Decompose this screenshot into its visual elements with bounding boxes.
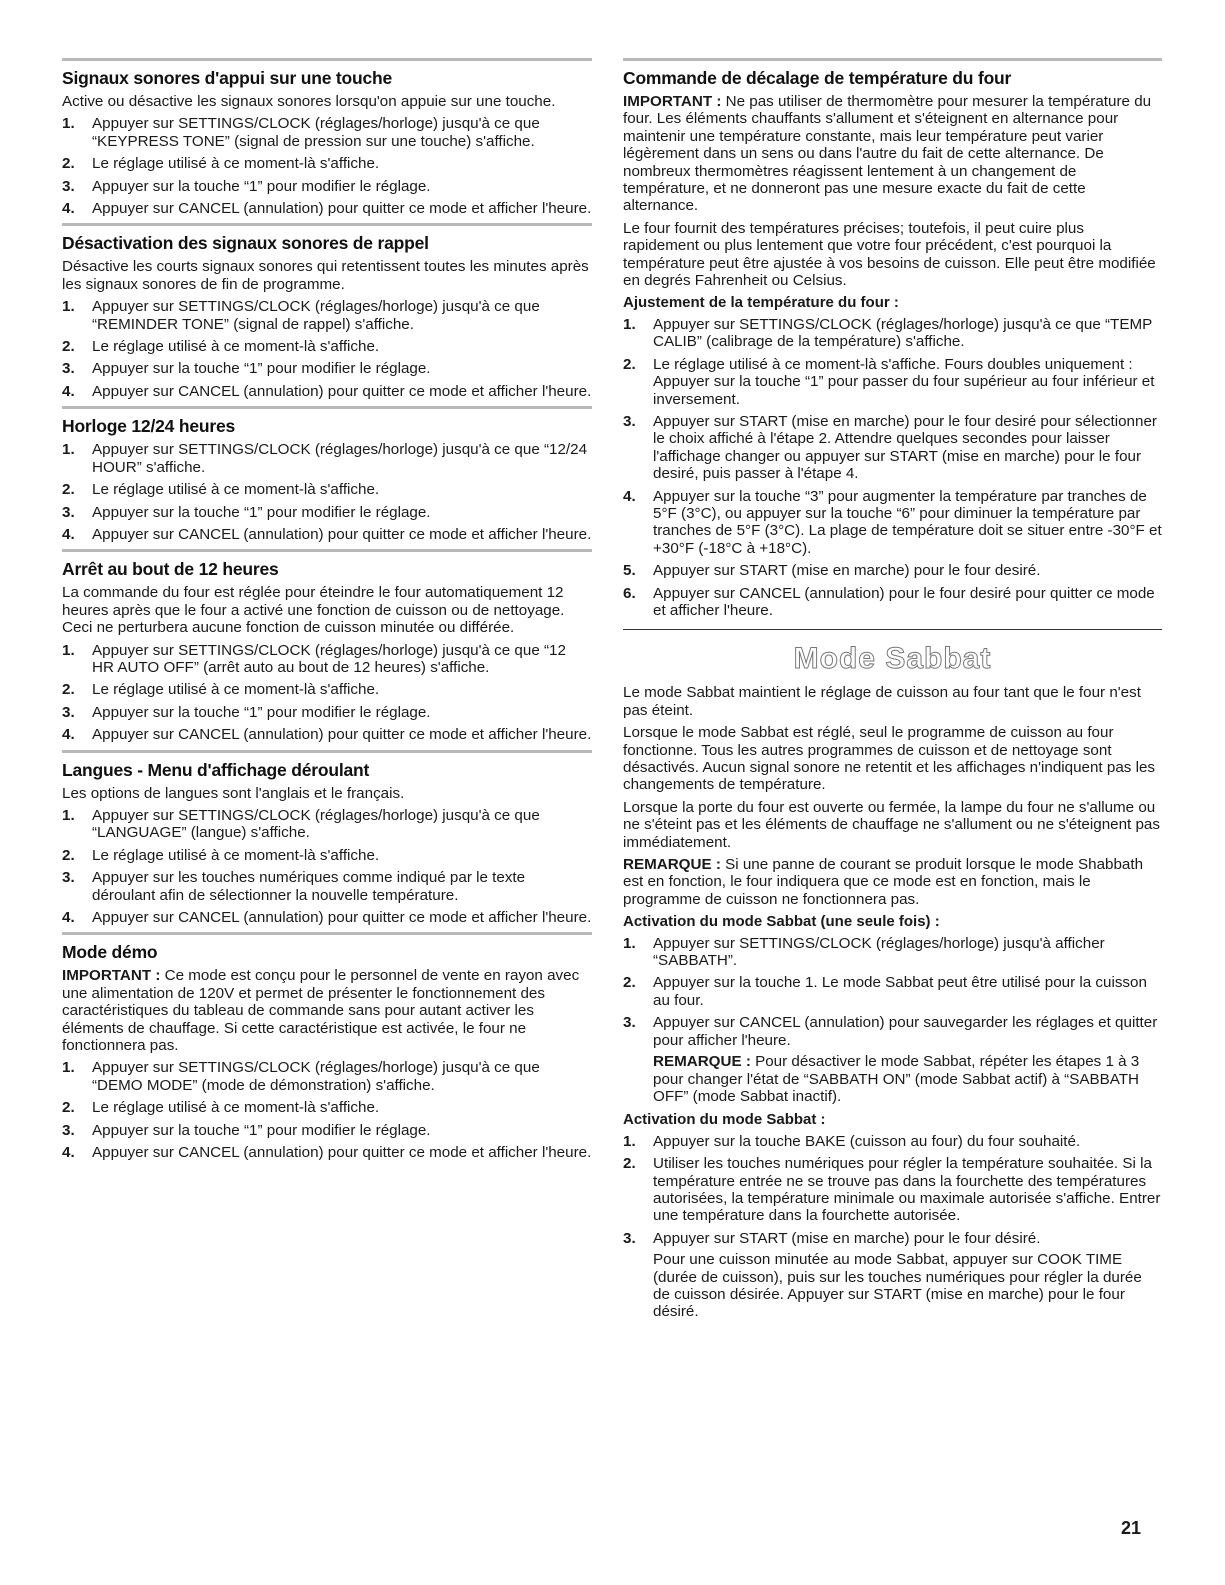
step-item — [623, 488, 1162, 558]
step-text: Le réglage utilisé à ce moment-là s'affiche. Fours doubles uniquement : Appuyer sur la touche “1” pour passer du four supérieur au four inférieur et inversement. — [653, 355, 1155, 408]
step-text: Appuyer sur SETTINGS/CLOCK (réglages/horloge) jusqu'à ce que “LANGUAGE” (langue) s'affiche. — [92, 806, 540, 842]
step-text: Appuyer sur CANCEL (annulation) pour quitter ce mode et afficher l'heure. — [92, 726, 592, 744]
step-number: 2. — [62, 155, 75, 173]
step-text: Appuyer sur START (mise en marche) pour le four désiré. — [653, 1229, 1041, 1247]
step-item — [62, 504, 592, 521]
section-intro: La commande du four est réglée pour éteindre le four automatiquement 12 heures après que le four a activé une fonction de cuisson ou de nettoyage. Ceci ne perturbera aucune fonction de cuisson minutée ou différée. — [62, 584, 565, 637]
step-number: 2. — [62, 846, 75, 864]
section-paragraph: Le mode Sabbat maintient le réglage de cuisson au four tant que le four n'est pas éteint. — [623, 684, 1141, 719]
step-item — [62, 481, 592, 498]
step-number: 3. — [623, 1014, 636, 1032]
note-label: REMARQUE : — [653, 1053, 751, 1071]
section-title: Signaux sonores d'appui sur une touche — [62, 68, 393, 88]
section-12-24-clock — [62, 406, 592, 543]
section-paragraph: Le four fournit des températures précises; toutefois, il peut cuire plus rapidement ou plus lentement que votre four précédent, c'est pourquoi la température peut être ajustée à vos besoins de cuisson. Elle peut être modifiée en degrés Fahrenheit ou Celsius. — [623, 219, 1156, 290]
step-number: 1. — [623, 1132, 636, 1150]
step-number: 2. — [62, 481, 75, 499]
step-number: 2. — [62, 681, 75, 699]
steps-list — [62, 115, 592, 217]
step-number: 4. — [623, 487, 636, 505]
step-text: Appuyer sur CANCEL (annulation) pour quitter ce mode et afficher l'heure. — [92, 1144, 592, 1162]
step-text: Appuyer sur SETTINGS/CLOCK (réglages/horloge) jusqu'à ce que “REMINDER TONE” (signal de rappel) s'affiche. — [92, 298, 540, 333]
section-demo-mode — [62, 932, 592, 1161]
step-text: Appuyer sur la touche 1. Le mode Sabbat peut être utilisé pour la cuisson au four. — [653, 974, 1147, 1009]
step-item — [623, 1155, 1162, 1225]
step-text: Appuyer sur les touches numériques comme indiqué par le texte déroulant afin de sélectionner la nouvelle température. — [92, 869, 526, 904]
step-number: 6. — [623, 584, 636, 602]
section-title: Arrêt au bout de 12 heures — [62, 559, 279, 580]
step-item — [62, 642, 592, 677]
steps-list — [62, 1059, 592, 1161]
subheading: Activation du mode Sabbat (une seule fois) : — [623, 913, 940, 931]
steps-list — [62, 441, 592, 543]
left-column — [62, 58, 592, 1167]
step-item — [62, 178, 592, 195]
page-number: 21 — [1121, 1518, 1142, 1538]
step-text: Appuyer sur la touche “1” pour modifier le réglage. — [92, 503, 431, 521]
remarque-label: REMARQUE : — [623, 856, 721, 874]
step-text: Appuyer sur SETTINGS/CLOCK (réglages/horloge) jusqu'à afficher “SABBATH”. — [653, 934, 1105, 970]
step-item — [62, 704, 592, 721]
section-intro: Active ou désactive les signaux sonores lorsqu'on appuie sur une touche. — [62, 93, 556, 110]
steps-list — [62, 807, 592, 926]
step-text: Appuyer sur SETTINGS/CLOCK (réglages/horloge) jusqu'à ce que “TEMP CALIB” (calibrage de la température) s'affiche. — [653, 315, 1152, 351]
step-item — [62, 338, 592, 355]
section-intro: Les options de langues sont l'anglais et le français. — [62, 784, 405, 802]
important-label: IMPORTANT : — [62, 967, 161, 985]
step-item — [62, 909, 592, 926]
section-divider — [62, 932, 592, 935]
step-item — [62, 155, 592, 172]
note-text: Pour désactiver le mode Sabbat, répéter les étapes 1 à 3 pour changer l'état de “SABBATH ON” (mode Sabbat actif) à “SABBATH OFF” (mode Sabbat inactif). — [653, 1053, 1140, 1105]
step-number: 3. — [623, 1229, 636, 1247]
step-number: 2. — [62, 1099, 75, 1117]
step-text: Appuyer sur la touche “3” pour augmenter la température par tranches de 5°F (3°C), ou appuyer sur la touche “6” pour diminuer la température par tranches de 5°F (3°C). La plage de température doit se situer entre -30°F et +30°F (-18°C à +18°C). — [653, 487, 1162, 557]
section-divider — [62, 750, 592, 753]
step-number: 1. — [623, 934, 636, 952]
step-text: Appuyer sur CANCEL (annulation) pour quitter ce mode et afficher l'heure. — [92, 200, 592, 218]
step-number: 1. — [623, 315, 636, 333]
section-title: Désactivation des signaux sonores de rappel — [62, 233, 429, 254]
step-text: Appuyer sur la touche “1” pour modifier le réglage. — [92, 703, 431, 721]
step-item — [623, 1014, 1162, 1105]
step-text: Appuyer sur la touche “1” pour modifier le réglage. — [92, 360, 431, 378]
step-text: Appuyer sur la touche BAKE (cuisson au four) du four souhaité. — [653, 1132, 1081, 1150]
important-text: Ne pas utiliser de thermomètre pour mesurer la température du four. Les éléments chauffants s'allument et s'éteignent en alternance pour maintenir une température constante, mais leur température peut varier légèrement dans un sens ou dans l'autre du fait de cette alternance. De nombreux thermomètres réagissent lentement à un changement de température, et ne donneront pas une mesure exacte du fait de cette alternance. — [623, 93, 1152, 215]
step-number: 3. — [62, 703, 75, 721]
step-item — [62, 681, 592, 698]
step-item — [62, 1059, 592, 1094]
step-number: 3. — [62, 360, 75, 378]
step-item — [62, 200, 592, 217]
step-number: 1. — [62, 641, 75, 659]
step-item — [62, 726, 592, 743]
step-number: 2. — [623, 974, 636, 992]
step-text: Appuyer sur CANCEL (annulation) pour sauvegarder les réglages et quitter pour afficher l'heure. — [653, 1014, 1158, 1049]
step-item — [623, 585, 1162, 620]
step-text: Appuyer sur SETTINGS/CLOCK (réglages/horloge) jusqu'à ce que “KEYPRESS TONE” (signal de pression sur une touche) s'affiche. — [92, 115, 540, 150]
section-sabbath-mode — [623, 629, 1162, 1320]
step-text: Appuyer sur CANCEL (annulation) pour quitter ce mode et afficher l'heure. — [92, 525, 592, 543]
step-number: 5. — [623, 562, 636, 580]
step-text: Appuyer sur la touche “1” pour modifier le réglage. — [92, 177, 431, 195]
step-note — [653, 1053, 1162, 1105]
sabbath-title: Mode Sabbat — [793, 642, 992, 676]
step-text: Le réglage utilisé à ce moment-là s'affiche. — [92, 481, 380, 499]
step-text: Appuyer sur CANCEL (annulation) pour le four desiré pour quitter ce mode et afficher l'heure. — [653, 584, 1155, 619]
section-12hr-auto-off — [62, 549, 592, 743]
section-title: Commande de décalage de température du four — [623, 68, 1012, 88]
step-item — [62, 869, 592, 904]
subheading: Ajustement de la température du four : — [623, 294, 899, 312]
step-text: Appuyer sur START (mise en marche) pour le four desiré pour sélectionner le choix affiché à l'étape 2. Attendre quelques secondes pour laisser l'affichage changer ou appuyer sur START (mise en marche) pour le four desiré, puis passer à l'étape 4. — [653, 412, 1157, 483]
step-number: 1. — [62, 806, 75, 824]
step-item — [623, 316, 1162, 351]
step-item — [62, 115, 592, 150]
step-text: Appuyer sur SETTINGS/CLOCK (réglages/horloge) jusqu'à ce que “12/24 HOUR” s'affiche. — [92, 441, 588, 476]
step-text: Le réglage utilisé à ce moment-là s'affiche. — [92, 846, 380, 864]
section-paragraph: Lorsque le mode Sabbat est réglé, seul le programme de cuisson au four fonctionne. Tous les autres programmes de cuisson et de nettoyage sont désactivés. Aucun signal sonore ne retentit et les affichages n'indiquent pas les changements de température. — [623, 724, 1155, 794]
step-number: 4. — [62, 909, 75, 926]
remarque-text: Si une panne de courant se produit lorsque le mode Shabbath est en fonction, le four indiquera que ce mode est en fonction, mais le programme de cuisson ne fonctionnera pas. — [623, 856, 1144, 908]
step-text: Appuyer sur CANCEL (annulation) pour quitter ce mode et afficher l'heure. — [92, 909, 592, 926]
step-item — [623, 356, 1162, 408]
section-temp-calibration — [623, 58, 1162, 619]
important-paragraph — [62, 967, 592, 1054]
right-column — [623, 58, 1162, 1327]
subheading: Activation du mode Sabbat : — [623, 1111, 826, 1129]
step-number: 1. — [62, 441, 75, 459]
step-item — [623, 1133, 1162, 1150]
step-text: Appuyer sur SETTINGS/CLOCK (réglages/horloge) jusqu'à ce que “12 HR AUTO OFF” (arrêt auto au bout de 12 heures) s'affiche. — [92, 641, 566, 676]
section-keypress-tone — [62, 58, 592, 217]
step-text: Appuyer sur START (mise en marche) pour le four desiré. — [653, 562, 1041, 580]
step-number: 4. — [62, 382, 75, 400]
step-item — [62, 1144, 592, 1161]
step-text: Appuyer sur SETTINGS/CLOCK (réglages/horloge) jusqu'à ce que “DEMO MODE” (mode de démonstration) s'affiche. — [92, 1059, 540, 1094]
step-number: 3. — [62, 869, 75, 887]
section-title: Mode démo — [62, 942, 158, 963]
step-item — [62, 807, 592, 842]
section-divider — [623, 58, 1162, 61]
manual-page — [62, 58, 1162, 1558]
section-divider — [62, 406, 592, 409]
step-text: Le réglage utilisé à ce moment-là s'affiche. — [92, 155, 380, 173]
steps-list — [62, 298, 592, 400]
step-number: 3. — [62, 1121, 75, 1139]
step-number: 1. — [62, 298, 75, 316]
step-number: 3. — [62, 503, 75, 521]
step-text: Le réglage utilisé à ce moment-là s'affiche. — [92, 1099, 380, 1117]
steps-list — [623, 935, 1162, 1106]
step-item — [62, 441, 592, 476]
step-item — [62, 526, 592, 543]
remarque-paragraph — [623, 856, 1162, 908]
step-number: 4. — [62, 726, 75, 744]
step-text: Le réglage utilisé à ce moment-là s'affiche. — [92, 338, 380, 356]
step-item — [623, 562, 1162, 579]
steps-list — [623, 1133, 1162, 1321]
step-number: 3. — [62, 177, 75, 195]
steps-list — [623, 316, 1162, 620]
step-number: 4. — [62, 1144, 75, 1162]
step-number: 4. — [62, 525, 75, 543]
step-item — [62, 360, 592, 377]
important-paragraph — [623, 93, 1162, 215]
step-number: 1. — [62, 115, 75, 133]
section-divider — [62, 549, 592, 552]
steps-list — [62, 642, 592, 744]
step-number: 1. — [62, 1059, 75, 1077]
step-item — [62, 847, 592, 864]
step-item — [623, 1230, 1162, 1321]
step-item — [62, 383, 592, 400]
step-item — [62, 298, 592, 333]
section-divider — [623, 629, 1162, 630]
step-note: Pour une cuisson minutée au mode Sabbat, appuyer sur COOK TIME (durée de cuisson), puis sur les touches numériques pour régler la durée de cuisson désirée. Appuyer sur START (mise en marche) pour le four désiré. — [653, 1251, 1142, 1321]
section-title: Langues - Menu d'affichage déroulant — [62, 759, 370, 780]
step-item — [623, 413, 1162, 483]
step-number: 2. — [623, 1155, 636, 1173]
step-number: 2. — [62, 338, 75, 356]
step-text: Le réglage utilisé à ce moment-là s'affiche. — [92, 681, 380, 699]
important-label: IMPORTANT : — [623, 93, 722, 110]
important-text: Ce mode est conçu pour le personnel de vente en rayon avec une alimentation de 120V et permet de présenter le fonctionnement des caractéristiques du tableau de commande sans pour autant activer les éléments de chauffage. Si cette caractéristique est activée, le four ne fonctionnera pas. — [62, 967, 580, 1055]
section-title: Horloge 12/24 heures — [62, 416, 236, 437]
step-number: 4. — [62, 200, 75, 218]
step-text: Utiliser les touches numériques pour régler la température souhaitée. Si la température entrée ne se trouve pas dans la fourchette des températures autorisées, la température minimale ou maximale autorisée s'affiche. Entrer une température dans la fourchette autorisée. — [653, 1155, 1161, 1225]
section-divider — [62, 58, 592, 61]
step-item — [62, 1122, 592, 1139]
section-language — [62, 750, 592, 927]
step-item — [623, 935, 1162, 970]
section-divider — [62, 223, 592, 226]
section-paragraph: Lorsque la porte du four est ouverte ou fermée, la lampe du four ne s'allume ou ne s'éteint pas et les éléments de chauffage ne s'allument ou ne s'éteignent pas immédiatement. — [623, 798, 1160, 851]
step-item — [62, 1099, 592, 1116]
section-reminder-tone — [62, 223, 592, 400]
step-number: 2. — [623, 355, 636, 373]
step-text: Appuyer sur CANCEL (annulation) pour quitter ce mode et afficher l'heure. — [92, 382, 592, 400]
step-number: 3. — [623, 412, 636, 430]
section-intro: Désactive les courts signaux sonores qui retentissent toutes les minutes après les signaux sonores de fin de programme. — [62, 258, 589, 293]
step-item — [623, 974, 1162, 1009]
step-text: Appuyer sur la touche “1” pour modifier le réglage. — [92, 1121, 431, 1139]
